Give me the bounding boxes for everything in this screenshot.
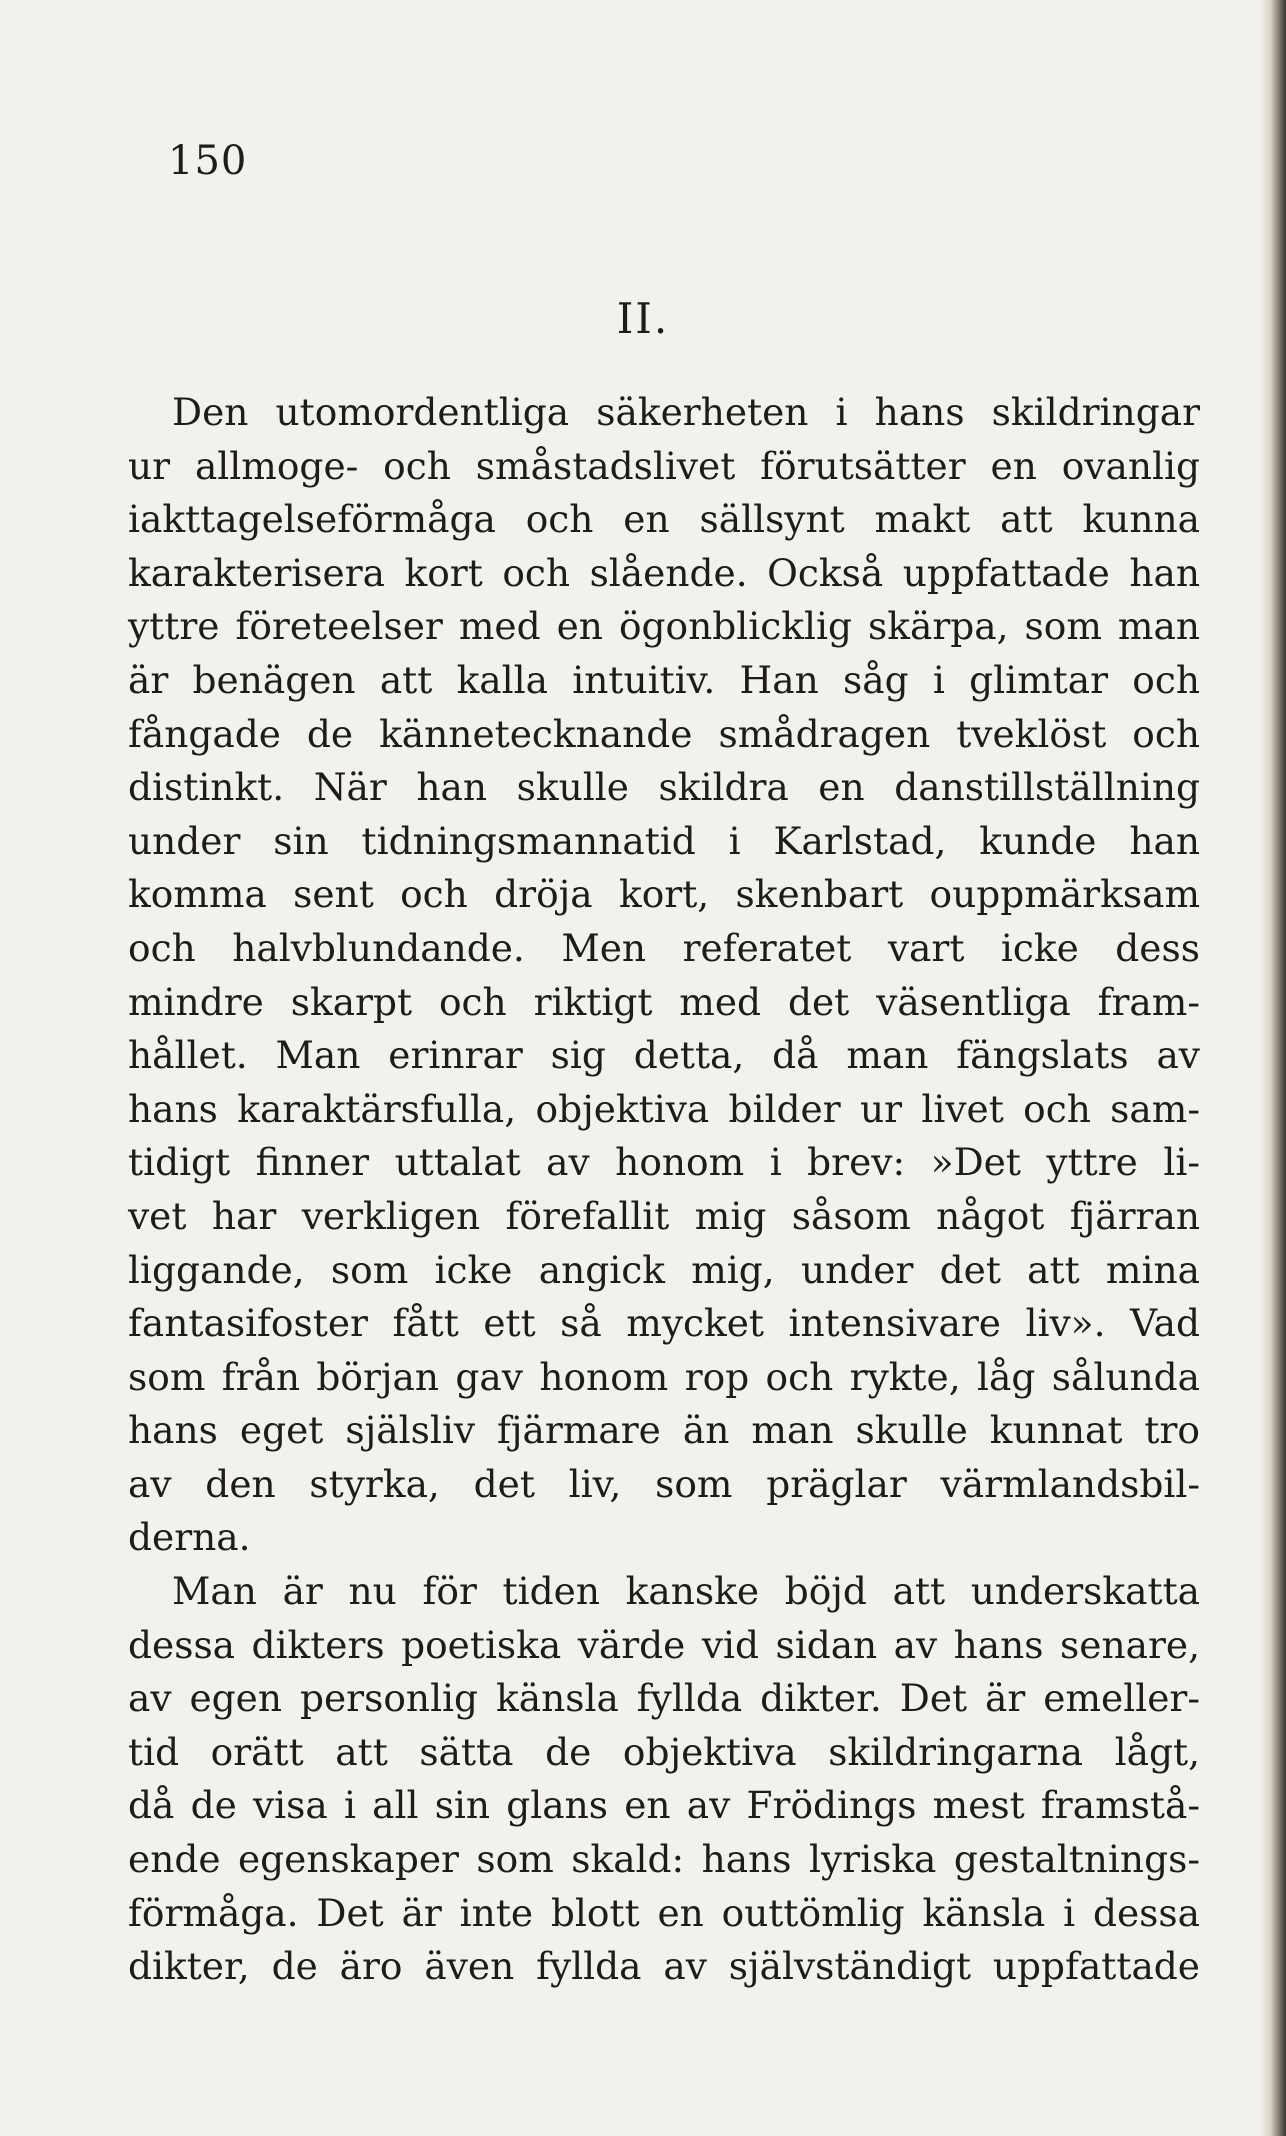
- text-line: hållet. Man erinrar sig detta, då man fängslats av: [128, 1033, 1200, 1078]
- text-line: vet har verkligen förefallit mig såsom något fjärran: [128, 1193, 1200, 1238]
- text-line: då de visa i all sin glans en av Frödings mest framstå-: [128, 1783, 1200, 1828]
- paragraph-2: [128, 1565, 1200, 1994]
- text-line: fantasifoster fått ett så mycket intensivare liv». Vad: [128, 1301, 1200, 1346]
- text-line: liggande, som icke angick mig, under det att mina: [128, 1247, 1200, 1292]
- text-line: yttre företeelser med en ögonblicklig skärpa, som man: [128, 604, 1200, 649]
- paragraph-1: [128, 386, 1200, 1565]
- text-line: Den utomordentliga säkerheten i hans skildringar: [172, 390, 1200, 434]
- text-line: distinkt. När han skulle skildra en danstillställning: [128, 765, 1200, 810]
- text-line: iakttagelseförmåga och en sällsynt makt att kunna: [128, 497, 1200, 542]
- text-line: som från början gav honom rop och rykte, låg sålunda: [128, 1354, 1200, 1399]
- body-text: [128, 386, 1200, 1994]
- text-line: är benägen att kalla intuitiv. Han såg i glimtar och: [128, 657, 1200, 702]
- text-line: dikter, de äro även fyllda av självständigt uppfattade: [128, 1944, 1200, 1989]
- text-line: komma sent och dröja kort, skenbart ouppmärksam: [128, 872, 1200, 917]
- text-line: tidigt finner uttalat av honom i brev: »Det yttre li-: [128, 1140, 1200, 1185]
- text-line: ur allmoge- och småstadslivet förutsätter en ovanlig: [128, 443, 1200, 488]
- page-number: 150: [168, 138, 248, 184]
- text-line: ende egenskaper som skald: hans lyriska gestaltnings-: [128, 1837, 1200, 1882]
- text-line: Man är nu för tiden kanske böjd att underskatta: [172, 1569, 1200, 1614]
- text-line: av den styrka, det liv, som präglar värmlandsbil-: [128, 1461, 1200, 1506]
- text-line: karakterisera kort och slående. Också uppfattade han: [128, 550, 1200, 595]
- book-binding-edge: [1260, 0, 1286, 2136]
- text-line: förmåga. Det är inte blott en outtömlig känsla i dessa: [128, 1890, 1200, 1935]
- text-line: av egen personlig känsla fyllda dikter. Det är emeller-: [128, 1676, 1200, 1721]
- text-line: hans eget själsliv fjärmare än man skulle kunnat tro: [128, 1408, 1200, 1453]
- text-line: under sin tidningsmannatid i Karlstad, kunde han: [128, 818, 1200, 863]
- text-line: fångade de kännetecknande smådragen tveklöst och: [128, 711, 1200, 756]
- section-heading: II.: [616, 294, 670, 343]
- text-line: mindre skarpt och riktigt med det väsentliga fram-: [128, 979, 1200, 1024]
- text-line: dessa dikters poetiska värde vid sidan av hans senare,: [128, 1622, 1200, 1667]
- text-line: hans karaktärsfulla, objektiva bilder ur livet och sam-: [128, 1086, 1200, 1131]
- text-line: tid orätt att sätta de objektiva skildringarna lågt,: [128, 1729, 1200, 1774]
- text-line: och halvblundande. Men referatet vart icke dess: [128, 925, 1200, 970]
- text-line: derna.: [128, 1515, 251, 1560]
